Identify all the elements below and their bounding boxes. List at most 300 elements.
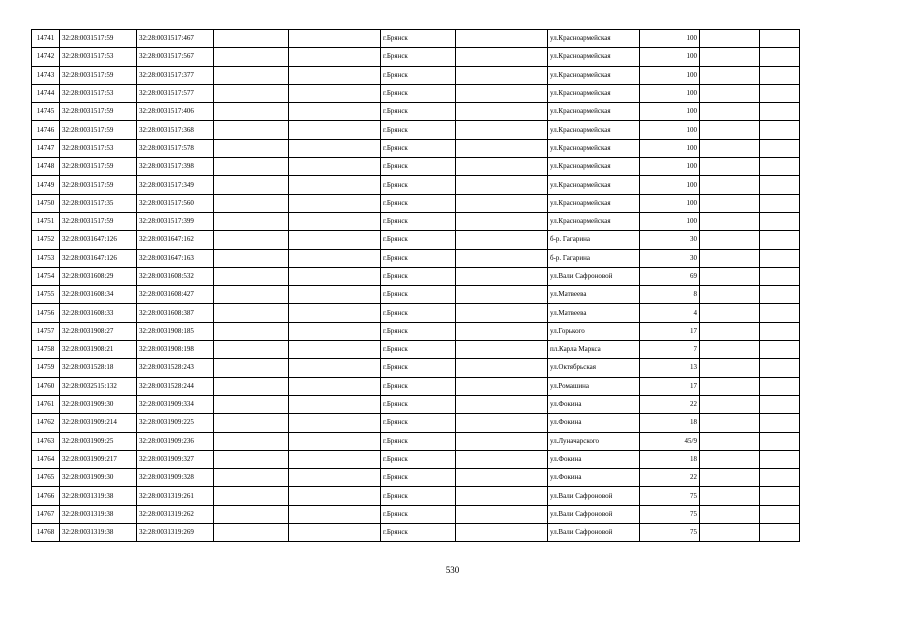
empty-cell — [700, 84, 760, 102]
parcel-cadastral-number-cell: 32:28:0031909:214 — [60, 414, 137, 432]
row-number-cell: 14749 — [32, 176, 60, 194]
object-cadastral-number-cell: 32:28:0031909:334 — [137, 395, 214, 413]
empty-cell — [289, 66, 381, 84]
street-cell: б-р. Гагарина — [548, 231, 640, 249]
street-cell: ул.Красноармейская — [548, 176, 640, 194]
empty-cell — [700, 524, 760, 542]
row-number-cell: 14745 — [32, 103, 60, 121]
table-row — [32, 322, 800, 340]
empty-cell — [456, 194, 548, 212]
empty-cell — [289, 487, 381, 505]
empty-cell — [700, 432, 760, 450]
parcel-cadastral-number-cell: 32:28:0031647:126 — [60, 231, 137, 249]
house-number-cell: 69 — [640, 267, 700, 285]
city-cell: г.Брянск — [381, 121, 456, 139]
empty-cell — [214, 359, 289, 377]
empty-cell — [289, 469, 381, 487]
house-number-cell: 75 — [640, 524, 700, 542]
empty-cell — [456, 158, 548, 176]
table-row — [32, 432, 800, 450]
object-cadastral-number-cell: 32:28:0031909:327 — [137, 450, 214, 468]
street-cell: ул.Вали Сафроновой — [548, 487, 640, 505]
table-row — [32, 48, 800, 66]
empty-cell — [700, 505, 760, 523]
object-cadastral-number-cell: 32:28:0031517:567 — [137, 48, 214, 66]
row-number-cell: 14767 — [32, 505, 60, 523]
empty-cell — [289, 121, 381, 139]
parcel-cadastral-number-cell: 32:28:0032515:132 — [60, 377, 137, 395]
house-number-cell: 45/9 — [640, 432, 700, 450]
city-cell: г.Брянск — [381, 158, 456, 176]
empty-cell — [700, 395, 760, 413]
object-cadastral-number-cell: 32:28:0031517:377 — [137, 66, 214, 84]
object-cadastral-number-cell: 32:28:0031517:368 — [137, 121, 214, 139]
empty-cell — [760, 469, 800, 487]
parcel-cadastral-number-cell: 32:28:0031517:53 — [60, 139, 137, 157]
row-number-cell: 14757 — [32, 322, 60, 340]
street-cell: ул.Красноармейская — [548, 48, 640, 66]
city-cell: г.Брянск — [381, 103, 456, 121]
empty-cell — [456, 395, 548, 413]
city-cell: г.Брянск — [381, 84, 456, 102]
empty-cell — [456, 505, 548, 523]
house-number-cell: 100 — [640, 103, 700, 121]
row-number-cell: 14743 — [32, 66, 60, 84]
empty-cell — [456, 30, 548, 48]
empty-cell — [700, 322, 760, 340]
parcel-cadastral-number-cell: 32:28:0031909:217 — [60, 450, 137, 468]
empty-cell — [456, 212, 548, 230]
empty-cell — [214, 304, 289, 322]
table-row — [32, 450, 800, 468]
table-row — [32, 176, 800, 194]
street-cell: ул.Красноармейская — [548, 121, 640, 139]
empty-cell — [456, 249, 548, 267]
empty-cell — [760, 286, 800, 304]
row-number-cell: 14751 — [32, 212, 60, 230]
empty-cell — [700, 267, 760, 285]
house-number-cell: 17 — [640, 377, 700, 395]
empty-cell — [760, 158, 800, 176]
empty-cell — [214, 176, 289, 194]
row-number-cell: 14759 — [32, 359, 60, 377]
empty-cell — [214, 139, 289, 157]
empty-cell — [760, 212, 800, 230]
parcel-cadastral-number-cell: 32:28:0031517:53 — [60, 48, 137, 66]
street-cell: ул.Вали Сафроновой — [548, 267, 640, 285]
empty-cell — [456, 524, 548, 542]
empty-cell — [700, 176, 760, 194]
page-number: 530 — [445, 565, 460, 575]
street-cell: ул.Фокина — [548, 414, 640, 432]
street-cell: ул.Красноармейская — [548, 66, 640, 84]
parcel-cadastral-number-cell: 32:28:0031608:29 — [60, 267, 137, 285]
empty-cell — [760, 450, 800, 468]
row-number-cell: 14742 — [32, 48, 60, 66]
empty-cell — [214, 158, 289, 176]
table-row — [32, 487, 800, 505]
table-row — [32, 304, 800, 322]
object-cadastral-number-cell: 32:28:0031517:399 — [137, 212, 214, 230]
empty-cell — [700, 66, 760, 84]
street-cell: ул.Ромашина — [548, 377, 640, 395]
empty-cell — [214, 487, 289, 505]
city-cell: г.Брянск — [381, 212, 456, 230]
house-number-cell: 22 — [640, 395, 700, 413]
empty-cell — [289, 322, 381, 340]
street-cell: ул.Фокина — [548, 395, 640, 413]
street-cell: ул.Красноармейская — [548, 212, 640, 230]
street-cell: ул.Красноармейская — [548, 139, 640, 157]
house-number-cell: 18 — [640, 414, 700, 432]
empty-cell — [760, 267, 800, 285]
parcel-cadastral-number-cell: 32:28:0031517:59 — [60, 121, 137, 139]
house-number-cell: 100 — [640, 176, 700, 194]
house-number-cell: 75 — [640, 505, 700, 523]
empty-cell — [289, 103, 381, 121]
house-number-cell: 30 — [640, 249, 700, 267]
object-cadastral-number-cell: 32:28:0031319:261 — [137, 487, 214, 505]
house-number-cell: 75 — [640, 487, 700, 505]
house-number-cell: 100 — [640, 30, 700, 48]
parcel-cadastral-number-cell: 32:28:0031517:59 — [60, 176, 137, 194]
empty-cell — [289, 249, 381, 267]
table-row — [32, 66, 800, 84]
house-number-cell: 30 — [640, 231, 700, 249]
parcel-cadastral-number-cell: 32:28:0031517:59 — [60, 212, 137, 230]
empty-cell — [760, 524, 800, 542]
empty-cell — [700, 450, 760, 468]
empty-cell — [214, 48, 289, 66]
object-cadastral-number-cell: 32:28:0031319:262 — [137, 505, 214, 523]
object-cadastral-number-cell: 32:28:0031517:577 — [137, 84, 214, 102]
empty-cell — [456, 432, 548, 450]
object-cadastral-number-cell: 32:28:0031528:244 — [137, 377, 214, 395]
empty-cell — [289, 267, 381, 285]
house-number-cell: 100 — [640, 158, 700, 176]
empty-cell — [456, 66, 548, 84]
parcel-cadastral-number-cell: 32:28:0031517:59 — [60, 66, 137, 84]
table-row — [32, 395, 800, 413]
empty-cell — [700, 121, 760, 139]
house-number-cell: 7 — [640, 341, 700, 359]
row-number-cell: 14746 — [32, 121, 60, 139]
table-row — [32, 212, 800, 230]
empty-cell — [289, 414, 381, 432]
parcel-cadastral-number-cell: 32:28:0031908:27 — [60, 322, 137, 340]
empty-cell — [214, 432, 289, 450]
table-row — [32, 194, 800, 212]
table-row — [32, 30, 800, 48]
row-number-cell: 14748 — [32, 158, 60, 176]
empty-cell — [760, 432, 800, 450]
empty-cell — [456, 139, 548, 157]
empty-cell — [700, 341, 760, 359]
city-cell: г.Брянск — [381, 359, 456, 377]
empty-cell — [214, 84, 289, 102]
house-number-cell: 100 — [640, 66, 700, 84]
street-cell: ул.Красноармейская — [548, 30, 640, 48]
empty-cell — [760, 395, 800, 413]
parcel-cadastral-number-cell: 32:28:0031909:30 — [60, 395, 137, 413]
table-row — [32, 469, 800, 487]
empty-cell — [289, 450, 381, 468]
table-row — [32, 84, 800, 102]
empty-cell — [289, 341, 381, 359]
parcel-cadastral-number-cell: 32:28:0031528:18 — [60, 359, 137, 377]
empty-cell — [214, 286, 289, 304]
property-register-table — [31, 29, 800, 542]
street-cell: ул.Фокина — [548, 469, 640, 487]
parcel-cadastral-number-cell: 32:28:0031319:38 — [60, 487, 137, 505]
house-number-cell: 4 — [640, 304, 700, 322]
city-cell: г.Брянск — [381, 505, 456, 523]
street-cell: ул.Фокина — [548, 450, 640, 468]
parcel-cadastral-number-cell: 32:28:0031909:30 — [60, 469, 137, 487]
empty-cell — [214, 212, 289, 230]
house-number-cell: 100 — [640, 84, 700, 102]
city-cell: г.Брянск — [381, 286, 456, 304]
parcel-cadastral-number-cell: 32:28:0031517:53 — [60, 84, 137, 102]
empty-cell — [456, 48, 548, 66]
street-cell: ул.Красноармейская — [548, 158, 640, 176]
city-cell: г.Брянск — [381, 469, 456, 487]
object-cadastral-number-cell: 32:28:0031908:198 — [137, 341, 214, 359]
street-cell: ул.Вали Сафроновой — [548, 524, 640, 542]
empty-cell — [214, 450, 289, 468]
object-cadastral-number-cell: 32:28:0031517:398 — [137, 158, 214, 176]
empty-cell — [700, 469, 760, 487]
empty-cell — [760, 30, 800, 48]
parcel-cadastral-number-cell: 32:28:0031517:59 — [60, 103, 137, 121]
object-cadastral-number-cell: 32:28:0031909:236 — [137, 432, 214, 450]
table-row — [32, 286, 800, 304]
empty-cell — [456, 103, 548, 121]
city-cell: г.Брянск — [381, 139, 456, 157]
empty-cell — [289, 432, 381, 450]
empty-cell — [456, 341, 548, 359]
table-row — [32, 121, 800, 139]
object-cadastral-number-cell: 32:28:0031608:387 — [137, 304, 214, 322]
row-number-cell: 14750 — [32, 194, 60, 212]
empty-cell — [289, 286, 381, 304]
row-number-cell: 14760 — [32, 377, 60, 395]
row-number-cell: 14764 — [32, 450, 60, 468]
city-cell: г.Брянск — [381, 432, 456, 450]
empty-cell — [760, 505, 800, 523]
empty-cell — [289, 139, 381, 157]
empty-cell — [289, 158, 381, 176]
object-cadastral-number-cell: 32:28:0031608:532 — [137, 267, 214, 285]
parcel-cadastral-number-cell: 32:28:0031608:34 — [60, 286, 137, 304]
empty-cell — [289, 231, 381, 249]
city-cell: г.Брянск — [381, 304, 456, 322]
row-number-cell: 14755 — [32, 286, 60, 304]
empty-cell — [700, 487, 760, 505]
table-row — [32, 103, 800, 121]
row-number-cell: 14763 — [32, 432, 60, 450]
empty-cell — [700, 212, 760, 230]
city-cell: г.Брянск — [381, 524, 456, 542]
city-cell: г.Брянск — [381, 414, 456, 432]
empty-cell — [456, 377, 548, 395]
empty-cell — [214, 231, 289, 249]
table-row — [32, 267, 800, 285]
empty-cell — [760, 377, 800, 395]
parcel-cadastral-number-cell: 32:28:0031517:35 — [60, 194, 137, 212]
empty-cell — [214, 103, 289, 121]
parcel-cadastral-number-cell: 32:28:0031909:25 — [60, 432, 137, 450]
empty-cell — [289, 359, 381, 377]
table-row — [32, 231, 800, 249]
empty-cell — [760, 176, 800, 194]
row-number-cell: 14768 — [32, 524, 60, 542]
empty-cell — [700, 304, 760, 322]
empty-cell — [456, 304, 548, 322]
row-number-cell: 14762 — [32, 414, 60, 432]
row-number-cell: 14758 — [32, 341, 60, 359]
street-cell: ул.Красноармейская — [548, 84, 640, 102]
table-row — [32, 505, 800, 523]
table-row — [32, 359, 800, 377]
empty-cell — [289, 30, 381, 48]
empty-cell — [214, 322, 289, 340]
empty-cell — [214, 377, 289, 395]
empty-cell — [700, 48, 760, 66]
object-cadastral-number-cell: 32:28:0031909:328 — [137, 469, 214, 487]
object-cadastral-number-cell: 32:28:0031647:162 — [137, 231, 214, 249]
city-cell: г.Брянск — [381, 341, 456, 359]
table-row — [32, 377, 800, 395]
parcel-cadastral-number-cell: 32:28:0031517:59 — [60, 30, 137, 48]
empty-cell — [700, 249, 760, 267]
city-cell: г.Брянск — [381, 377, 456, 395]
street-cell: ул.Октябрьская — [548, 359, 640, 377]
empty-cell — [760, 487, 800, 505]
empty-cell — [289, 84, 381, 102]
house-number-cell: 17 — [640, 322, 700, 340]
street-cell: ул.Вали Сафроновой — [548, 505, 640, 523]
house-number-cell: 13 — [640, 359, 700, 377]
empty-cell — [289, 505, 381, 523]
street-cell: ул.Матвеева — [548, 304, 640, 322]
empty-cell — [760, 249, 800, 267]
empty-cell — [214, 66, 289, 84]
empty-cell — [214, 524, 289, 542]
street-cell: ул.Красноармейская — [548, 103, 640, 121]
table-row — [32, 414, 800, 432]
house-number-cell: 100 — [640, 48, 700, 66]
empty-cell — [760, 414, 800, 432]
empty-cell — [289, 212, 381, 230]
city-cell: г.Брянск — [381, 194, 456, 212]
empty-cell — [214, 30, 289, 48]
empty-cell — [456, 322, 548, 340]
parcel-cadastral-number-cell: 32:28:0031517:59 — [60, 158, 137, 176]
object-cadastral-number-cell: 32:28:0031528:243 — [137, 359, 214, 377]
table-row — [32, 139, 800, 157]
row-number-cell: 14756 — [32, 304, 60, 322]
row-number-cell: 14765 — [32, 469, 60, 487]
row-number-cell: 14754 — [32, 267, 60, 285]
street-cell: ул.Горького — [548, 322, 640, 340]
parcel-cadastral-number-cell: 32:28:0031319:38 — [60, 524, 137, 542]
empty-cell — [456, 286, 548, 304]
city-cell: г.Брянск — [381, 66, 456, 84]
empty-cell — [214, 194, 289, 212]
empty-cell — [760, 103, 800, 121]
city-cell: г.Брянск — [381, 322, 456, 340]
parcel-cadastral-number-cell: 32:28:0031647:126 — [60, 249, 137, 267]
object-cadastral-number-cell: 32:28:0031908:185 — [137, 322, 214, 340]
street-cell: пл.Карла Маркса — [548, 341, 640, 359]
house-number-cell: 18 — [640, 450, 700, 468]
city-cell: г.Брянск — [381, 267, 456, 285]
row-number-cell: 14766 — [32, 487, 60, 505]
house-number-cell: 100 — [640, 212, 700, 230]
object-cadastral-number-cell: 32:28:0031319:269 — [137, 524, 214, 542]
empty-cell — [214, 414, 289, 432]
object-cadastral-number-cell: 32:28:0031517:467 — [137, 30, 214, 48]
empty-cell — [456, 84, 548, 102]
empty-cell — [214, 121, 289, 139]
city-cell: г.Брянск — [381, 30, 456, 48]
object-cadastral-number-cell: 32:28:0031909:225 — [137, 414, 214, 432]
row-number-cell: 14753 — [32, 249, 60, 267]
empty-cell — [700, 194, 760, 212]
empty-cell — [700, 30, 760, 48]
object-cadastral-number-cell: 32:28:0031517:578 — [137, 139, 214, 157]
city-cell: г.Брянск — [381, 395, 456, 413]
empty-cell — [456, 414, 548, 432]
empty-cell — [760, 48, 800, 66]
house-number-cell: 100 — [640, 121, 700, 139]
empty-cell — [700, 231, 760, 249]
object-cadastral-number-cell: 32:28:0031517:560 — [137, 194, 214, 212]
table-row — [32, 524, 800, 542]
city-cell: г.Брянск — [381, 176, 456, 194]
empty-cell — [289, 48, 381, 66]
table-row — [32, 249, 800, 267]
empty-cell — [456, 267, 548, 285]
object-cadastral-number-cell: 32:28:0031647:163 — [137, 249, 214, 267]
parcel-cadastral-number-cell: 32:28:0031908:21 — [60, 341, 137, 359]
city-cell: г.Брянск — [381, 249, 456, 267]
empty-cell — [214, 395, 289, 413]
empty-cell — [760, 139, 800, 157]
empty-cell — [700, 414, 760, 432]
empty-cell — [214, 249, 289, 267]
parcel-cadastral-number-cell: 32:28:0031319:38 — [60, 505, 137, 523]
empty-cell — [456, 359, 548, 377]
empty-cell — [700, 103, 760, 121]
empty-cell — [760, 304, 800, 322]
row-number-cell: 14752 — [32, 231, 60, 249]
empty-cell — [760, 84, 800, 102]
empty-cell — [760, 359, 800, 377]
house-number-cell: 100 — [640, 194, 700, 212]
city-cell: г.Брянск — [381, 450, 456, 468]
table-row — [32, 341, 800, 359]
empty-cell — [289, 194, 381, 212]
row-number-cell: 14761 — [32, 395, 60, 413]
empty-cell — [214, 505, 289, 523]
table-row — [32, 158, 800, 176]
empty-cell — [289, 304, 381, 322]
empty-cell — [214, 469, 289, 487]
object-cadastral-number-cell: 32:28:0031608:427 — [137, 286, 214, 304]
empty-cell — [700, 359, 760, 377]
